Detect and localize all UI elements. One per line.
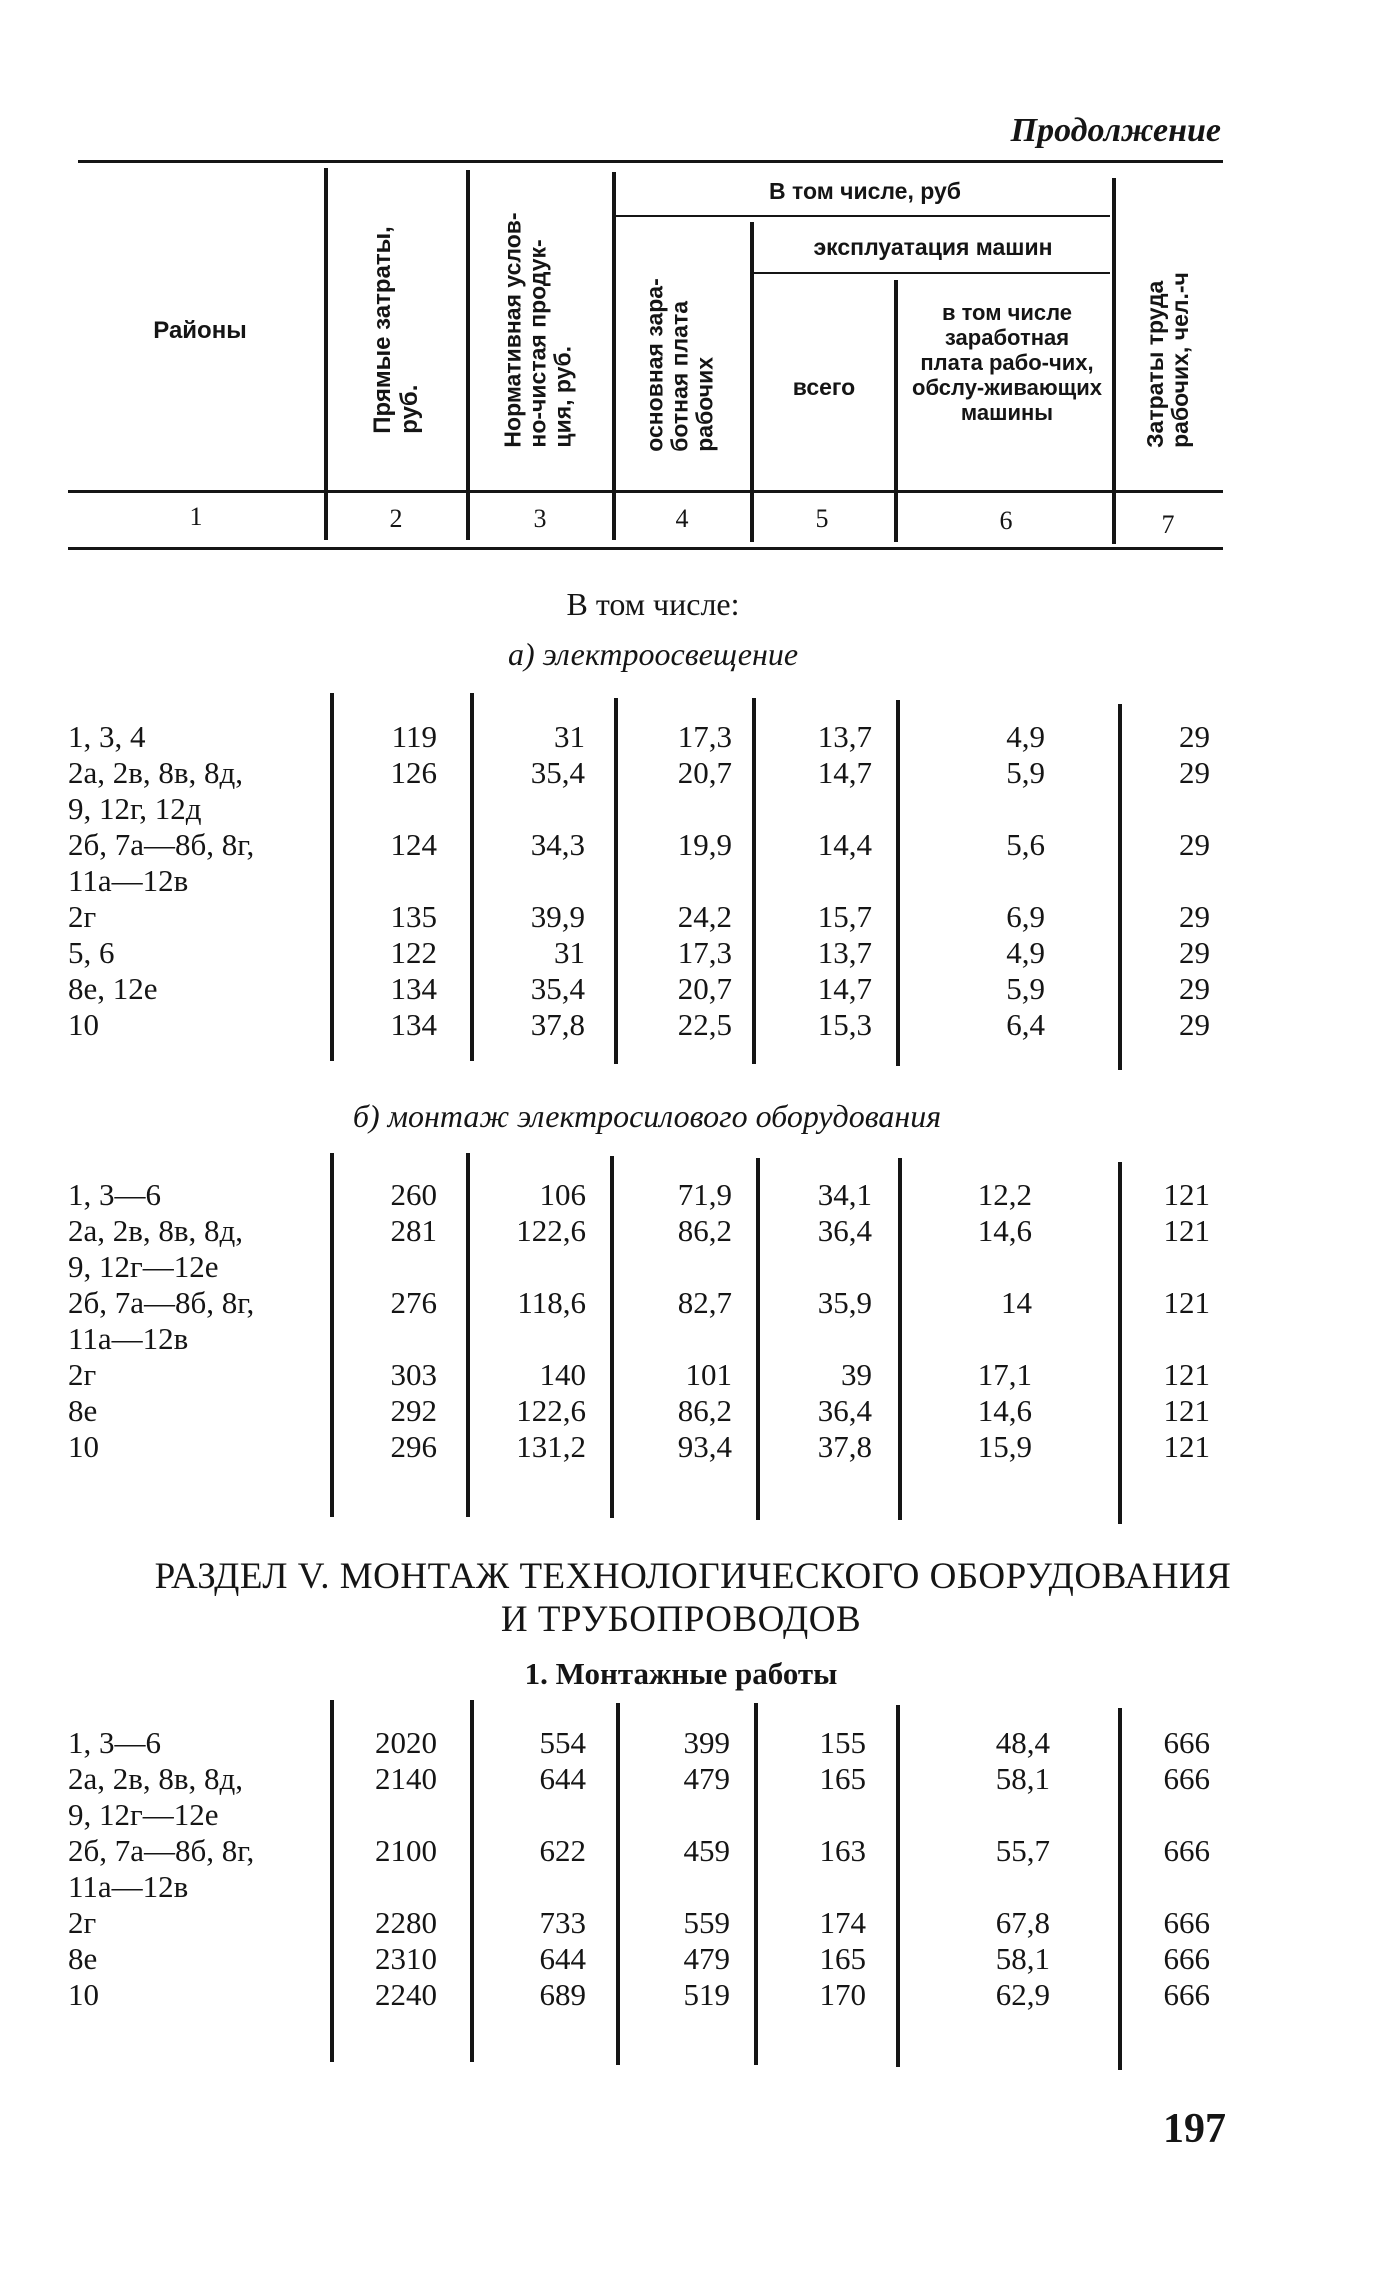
value-cell-col5: 165 [819,1761,866,1796]
value-cell-col2: 296 [390,1429,437,1464]
header-group: В том числе, руб [768,178,962,204]
value-cell-col4: 519 [683,1977,730,2012]
header-col1: Районы [153,317,247,344]
district-cell: 10 [68,1429,99,1464]
value-cell-col5: 37,8 [817,1429,872,1464]
value-cell-col4: 82,7 [677,1285,732,1320]
district-cell: 2б, 7а—8б, 8г, [68,1285,255,1320]
value-cell-col4: 559 [683,1905,730,1940]
district-cell: 9, 12г, 12д [68,791,202,826]
value-cell-col7: 666 [1163,1833,1210,1868]
section-b-divider-1 [330,1153,334,1517]
district-cell: 2а, 2в, 8в, 8д, [68,1213,244,1248]
value-cell-col4: 86,2 [677,1393,732,1428]
value-cell-col3: 35,4 [530,971,585,1006]
column-number-5: 5 [815,504,829,533]
value-cell-col2: 122 [390,935,437,970]
value-cell-col2: 292 [390,1393,437,1428]
header-divider-3 [612,172,616,540]
value-cell-col7: 666 [1163,1725,1210,1760]
value-cell-col2: 303 [390,1357,437,1392]
value-cell-col3: 39,9 [530,899,585,934]
district-cell: 9, 12г—12е [68,1249,219,1284]
value-cell-col3: 689 [539,1977,586,2012]
section-a-divider-6 [1118,704,1122,1070]
value-cell-col3: 131,2 [516,1429,586,1464]
value-cell-col4: 19,9 [677,827,732,862]
header-divider-6 [1112,178,1116,544]
district-cell: 8е [68,1393,98,1428]
value-cell-col5: 163 [819,1833,866,1868]
header-col6: в том числе заработная плата рабо-чих, обслу-живающих машины [912,300,1102,425]
value-cell-col6: 14,6 [977,1213,1032,1248]
value-cell-col6: 67,8 [995,1905,1050,1940]
section-v-subtitle: 1. Монтажные работы [524,1656,838,1691]
value-cell-col3: 37,8 [530,1007,585,1042]
column-number-1: 1 [189,502,203,531]
column-number-2: 2 [389,504,403,533]
district-cell: 2а, 2в, 8в, 8д, [68,755,244,790]
district-cell: 2б, 7а—8б, 8г, [68,827,255,862]
value-cell-col7: 29 [1179,827,1210,862]
district-cell: 11а—12в [68,863,189,898]
value-cell-col7: 121 [1163,1285,1210,1320]
value-cell-col7: 29 [1179,971,1210,1006]
value-cell-col6: 17,1 [977,1357,1032,1392]
value-cell-col3: 118,6 [517,1285,586,1320]
section-b-divider-5 [898,1158,902,1520]
value-cell-col3: 106 [539,1177,586,1212]
value-cell-col4: 93,4 [677,1429,732,1464]
value-cell-col2: 281 [390,1213,437,1248]
value-cell-col5: 35,9 [817,1285,872,1320]
value-cell-col5: 165 [819,1941,866,1976]
header-col2: Прямые затраты, руб. [369,226,423,434]
value-cell-col6: 6,4 [1006,1007,1045,1042]
value-cell-col6: 4,9 [1006,719,1045,754]
value-cell-col6: 4,9 [1006,935,1045,970]
section-v-divider-1 [330,1700,334,2062]
value-cell-col4: 399 [683,1725,730,1760]
section-b-divider-2 [466,1153,470,1517]
value-cell-col5: 170 [819,1977,866,2012]
district-cell: 2б, 7а—8б, 8г, [68,1833,255,1868]
value-cell-col7: 29 [1179,719,1210,754]
district-cell: 11а—12в [68,1321,189,1356]
value-cell-col5: 15,7 [817,899,872,934]
value-cell-col5: 13,7 [817,719,872,754]
value-cell-col4: 20,7 [677,755,732,790]
column-number-rule [68,547,1223,550]
value-cell-col6: 14,6 [977,1393,1032,1428]
value-cell-col7: 29 [1179,935,1210,970]
district-cell: 10 [68,1977,99,2012]
value-cell-col3: 554 [539,1725,586,1760]
section-v-divider-4 [754,1703,758,2065]
section-v-divider-6 [1118,1708,1122,2070]
value-cell-col6: 14 [1001,1285,1032,1320]
section-a-divider-4 [752,698,756,1064]
value-cell-col4: 479 [683,1941,730,1976]
value-cell-col3: 644 [539,1941,586,1976]
value-cell-col5: 14,7 [817,971,872,1006]
value-cell-col5: 34,1 [817,1177,872,1212]
value-cell-col5: 13,7 [817,935,872,970]
value-cell-col4: 101 [685,1357,732,1392]
value-cell-col5: 15,3 [817,1007,872,1042]
value-cell-col7: 666 [1163,1977,1210,2012]
value-cell-col3: 31 [554,935,585,970]
group-rule [616,215,1110,217]
value-cell-col6: 5,6 [1006,827,1045,862]
district-cell: 9, 12г—12е [68,1797,219,1832]
section-a-divider-3 [614,698,618,1064]
value-cell-col6: 58,1 [995,1941,1050,1976]
value-cell-col3: 140 [539,1357,586,1392]
value-cell-col5: 36,4 [817,1393,872,1428]
value-cell-col7: 121 [1163,1177,1210,1212]
value-cell-col5: 36,4 [817,1213,872,1248]
section-b-divider-3 [610,1156,614,1518]
column-number-7: 7 [1161,510,1175,539]
value-cell-col5: 14,7 [817,755,872,790]
value-cell-col7: 29 [1179,899,1210,934]
district-cell: 1, 3—6 [68,1177,161,1212]
value-cell-col6: 48,4 [995,1725,1050,1760]
section-b-divider-6 [1118,1162,1122,1524]
value-cell-col2: 135 [390,899,437,934]
section-v-divider-2 [470,1700,474,2062]
section-a-divider-1 [330,693,334,1061]
value-cell-col3: 122,6 [516,1213,586,1248]
header-subgroup: эксплуатация машин [813,234,1053,260]
value-cell-col7: 121 [1163,1393,1210,1428]
district-cell: 11а—12в [68,1869,189,1904]
header-divider-1 [324,168,328,540]
value-cell-col2: 134 [390,971,437,1006]
value-cell-col5: 174 [819,1905,866,1940]
value-cell-col4: 71,9 [677,1177,732,1212]
value-cell-col3: 34,3 [530,827,585,862]
value-cell-col5: 14,4 [817,827,872,862]
value-cell-col3: 122,6 [516,1393,586,1428]
column-number-4: 4 [675,504,689,533]
value-cell-col7: 121 [1163,1429,1210,1464]
value-cell-col3: 35,4 [530,755,585,790]
value-cell-col3: 733 [539,1905,586,1940]
value-cell-col4: 17,3 [677,935,732,970]
district-cell: 1, 3, 4 [68,719,146,754]
district-cell: 2а, 2в, 8в, 8д, [68,1761,244,1796]
header-col4: основная зара- ботная плата рабочих [641,278,718,452]
district-cell: 2г [68,899,97,934]
value-cell-col4: 22,5 [677,1007,732,1042]
value-cell-col5: 39 [841,1357,872,1392]
header-bottom-rule [68,490,1223,493]
value-cell-col3: 622 [539,1833,586,1868]
district-cell: 1, 3—6 [68,1725,161,1760]
value-cell-col7: 121 [1163,1213,1210,1248]
value-cell-col6: 6,9 [1006,899,1045,934]
column-number-3: 3 [533,504,547,533]
section-a-title: а) электроосвещение [507,636,799,672]
value-cell-col7: 666 [1163,1761,1210,1796]
section-a-divider-5 [896,700,900,1066]
value-cell-col6: 5,9 [1006,971,1045,1006]
value-cell-col4: 86,2 [677,1213,732,1248]
section-b-title: б) монтаж электросилового оборудования [352,1098,942,1134]
value-cell-col2: 2140 [375,1761,437,1796]
district-cell: 2г [68,1357,97,1392]
value-cell-col6: 15,9 [977,1429,1032,1464]
value-cell-col2: 126 [390,755,437,790]
column-number-6: 6 [999,506,1013,535]
value-cell-col3: 644 [539,1761,586,1796]
section-v-divider-5 [896,1705,900,2067]
header-top-rule [78,160,1223,163]
value-cell-col2: 2310 [375,1941,437,1976]
value-cell-col6: 12,2 [977,1177,1032,1212]
value-cell-col4: 20,7 [677,971,732,1006]
district-cell: 10 [68,1007,99,1042]
header-col3: Нормативная услов- но-чистая продук- ция, руб. [499,212,576,448]
value-cell-col7: 666 [1163,1905,1210,1940]
continuation-label: Продолжение [1010,112,1221,149]
district-cell: 5, 6 [68,935,115,970]
subgroup-rule [752,272,1110,274]
value-cell-col2: 2020 [375,1725,437,1760]
value-cell-col4: 459 [683,1833,730,1868]
value-cell-col2: 119 [391,719,437,754]
section-v-title-line2: И ТРУБОПРОВОДОВ [500,1599,862,1640]
value-cell-col4: 17,3 [677,719,732,754]
value-cell-col7: 121 [1163,1357,1210,1392]
value-cell-col4: 24,2 [677,899,732,934]
value-cell-col7: 29 [1179,1007,1210,1042]
value-cell-col6: 5,9 [1006,755,1045,790]
value-cell-col7: 29 [1179,755,1210,790]
value-cell-col2: 2280 [375,1905,437,1940]
header-col7: Затраты труда рабочих, чел.-ч [1142,272,1193,448]
value-cell-col7: 666 [1163,1941,1210,1976]
district-cell: 8е, 12е [68,971,158,1006]
section-a-divider-2 [470,693,474,1061]
page-number: 197 [1163,2106,1226,2152]
value-cell-col6: 55,7 [995,1833,1050,1868]
section-b-divider-4 [756,1158,760,1520]
value-cell-col2: 2240 [375,1977,437,2012]
district-cell: 8е [68,1941,98,1976]
value-cell-col6: 62,9 [995,1977,1050,2012]
value-cell-col6: 58,1 [995,1761,1050,1796]
value-cell-col5: 155 [819,1725,866,1760]
value-cell-col2: 260 [390,1177,437,1212]
value-cell-col2: 276 [390,1285,437,1320]
header-divider-2 [466,170,470,540]
value-cell-col2: 134 [390,1007,437,1042]
value-cell-col4: 479 [683,1761,730,1796]
header-col5: всего [792,374,856,400]
section-v-title-line1: РАЗДЕЛ V. МОНТАЖ ТЕХНОЛОГИЧЕСКОГО ОБОРУДОВАНИЯ [154,1556,1232,1597]
value-cell-col3: 31 [554,719,585,754]
intro-text: В том числе: [566,586,740,622]
header-divider-5 [894,280,898,542]
section-v-divider-3 [616,1703,620,2065]
value-cell-col2: 124 [390,827,437,862]
district-cell: 2г [68,1905,97,1940]
value-cell-col2: 2100 [375,1833,437,1868]
